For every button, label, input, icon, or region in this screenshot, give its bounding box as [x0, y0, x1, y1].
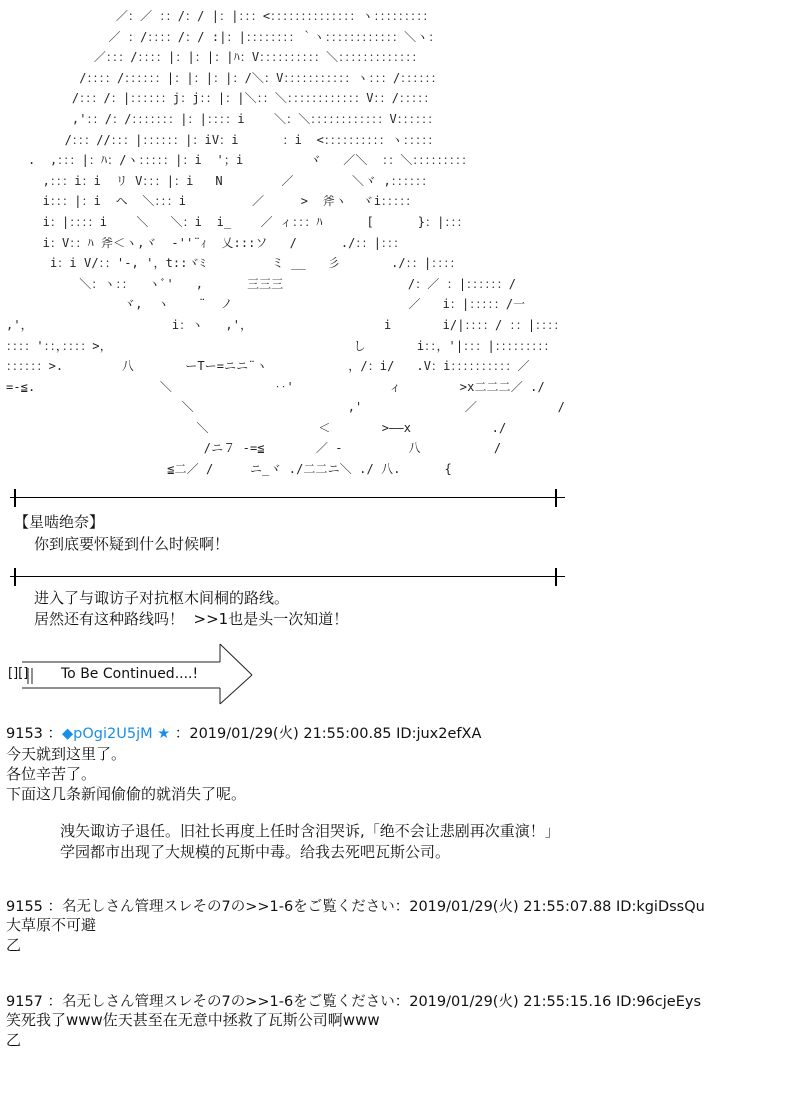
post-quote-line: 学园都市出现了大规模的瓦斯中毒。给我去死吧瓦斯公司。: [60, 843, 451, 861]
divider-tick-left: [14, 489, 16, 507]
post-line: 各位辛苦了。: [6, 765, 97, 783]
post-header-9155: 9155 ：名无しさん管理スレその7の>>1-6をご覧ください：2019/01/29(火) 21:55:07.88 ID:kgiDssQu: [6, 899, 705, 915]
panel-divider-bottom: [10, 576, 565, 577]
panel-divider-top: [10, 497, 565, 498]
author-trip-link[interactable]: ◆pOgi2U5jM ★: [62, 726, 171, 742]
post-line: 乙: [6, 1031, 22, 1049]
tbc-label: To Be Continued....!: [61, 666, 199, 682]
ascii-art: ／：／ ：：/：/ |：|：：：<：：：：：：：：：：：：：：ヽ：：：：：：：：： ／ ：/：：：：/：/ :|：|：：：：：：：：｀ヽ：：：：：：：：：：：：＼ヽ： ／：：：/：：：：|：|：|：|ﾊ：V：：：：：：：：：：＼：：：：：：：：：：：：： /：：：：/：：：：：：|：|：|：|：/＼：V：：：：：：：：：：：ヽ：：：/：：：：：： /：：：/：|：：：：：：j：j：：|：|＼：：＼：：：：：：：：：：：：V：：/：：：：： ,'：：/：/：：：：：：：|：|：：：：i ＼：＼：：：：：：：：：：：：V：：：：：： /：：：//：：：|：：：：：：|：iV：i ：i <：：：：：：：：：：ヽ：：：：： . ,：：：|：ﾊ：/ヽ：：：：：|：i '；i ヾ ／＼ ：：＼：：：：：：：：： ,：：：i：i リ V：：：|：i N ／ ＼ヾ ,：：：：：： i：：：|：i ヘ ＼：：：i ／ > 斧ヽ ヾi：：：：： i：|：：：：i ＼ ＼：i i_ ／ ィ：：：ﾊ [ }：|：：： i：V：：ﾊ 斧＜ヽ,ヾ -''¨ｨ 乂:::ソ / ./：：|：：： i：i V/：：'-, '，t::ヾﾐ ミ __ 彡 ./：：|：：：： ＼：ヽ：： ヽﾞ' , 三三三 /：／ ：|：：：：：：/ ヾ, ヽ ¨ ノ ／ i：|：：：：：/一 ,'， i：ヽ ,'， i i/|：：：：/ ：：|：：：： ：：：：'：：，：：：：>， し i：：，'|：：：|：：：：：：：：： ：：：：：：>. 八 ーTー=ニニ¨ヽ ，/：i/ .V：i：：：：：：：：：：／ =-≦. ＼ ‥' ィ >x二二二／ ./ ＼ ,' ／ / ＼ ＜ >――x ./ /ニ７ -=≦ ／ - 八 / ≦二／ / ニ_ヾ ./二二ニ＼ ./ 八. {: [6, 9, 566, 477]
post-number: 9153: [6, 726, 43, 742]
post-quote-line: 洩矢诹访子退任。旧社长再度上任时含泪哭诉,「绝不会让悲剧再次重演！」: [60, 822, 560, 840]
post-line: 今天就到这里了。: [6, 745, 127, 763]
post-header-9153: [6, 722, 481, 743]
post-sep: ：: [47, 726, 63, 742]
post-meta: ：2019/01/29(火) 21:55:00.85 ID:jux2efXA: [174, 726, 482, 742]
narration-line-1: 进入了与诹访子对抗枢木间桐的路线。: [34, 589, 290, 607]
post-header-9157: 9157 ：名无しさん管理スレその7の>>1-6をご覧ください：2019/01/29(火) 21:55:15.16 ID:96cjeEys: [6, 994, 701, 1010]
dialogue-line: 你到底要怀疑到什么时候啊！: [34, 535, 230, 553]
narration-line-2: 居然还有这种路线吗！ >>1也是头一次知道！: [34, 610, 349, 628]
post-line: 笑死我了www佐天甚至在无意中拯救了瓦斯公司啊www: [6, 1011, 380, 1029]
to-be-continued-banner: [8, 640, 268, 710]
speaker-name: 【星啮绝奈】: [14, 513, 105, 531]
tbc-prefix: [][]: [8, 666, 29, 681]
post-line: 大草原不可避: [6, 916, 97, 934]
post-line: 乙: [6, 936, 22, 954]
divider-tick-left: [14, 568, 16, 586]
divider-tick-right: [555, 489, 557, 507]
divider-tick-right: [555, 568, 557, 586]
post-line: 下面这几条新闻偷偷的就消失了呢。: [6, 785, 247, 803]
